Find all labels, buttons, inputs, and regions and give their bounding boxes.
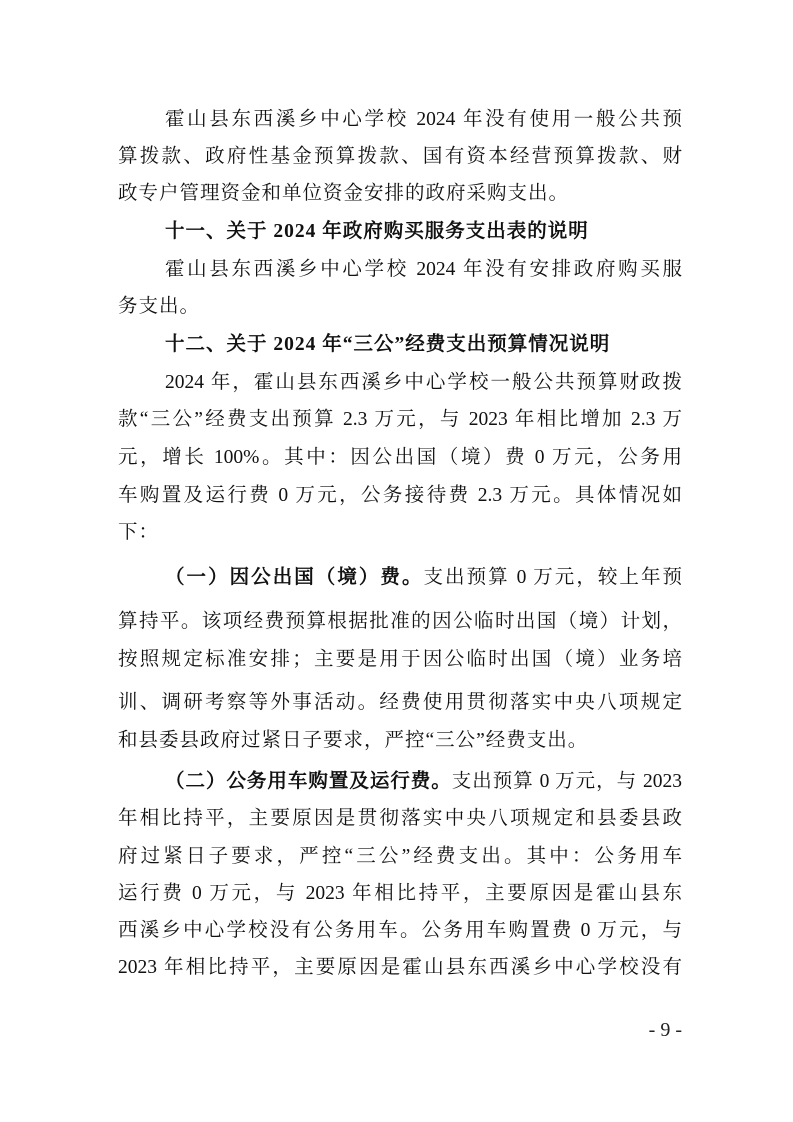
body-line: 和县委县政府过紧日子要求，严控“三公”经费支出。 bbox=[118, 730, 589, 751]
body-line: 训、调研考察等外事活动。经费使用贯彻落实中央八项规定 bbox=[118, 692, 682, 713]
item-title: （二）公务用车购置及运行费。 bbox=[165, 771, 452, 792]
body-line: 霍山县东西溪乡中心学校 2024 年没有使用一般公共预 bbox=[165, 109, 682, 130]
body-line: 运行费 0 万元，与 2023 年相比持平，主要原因是霍山县东 bbox=[118, 883, 682, 904]
body-line: 2024 年，霍山县东西溪乡中心学校一般公共预算财政拨 bbox=[165, 372, 682, 393]
item-line-first bbox=[165, 767, 682, 797]
item-text: 支出预算 0 万元，与 2023 bbox=[451, 771, 682, 792]
item-title: （一）因公出国（境）费。 bbox=[165, 567, 424, 588]
body-line: 车购置及运行费 0 万元，公务接待费 2.3 万元。具体情况如 bbox=[118, 485, 682, 506]
page-number: - 9 - bbox=[648, 1019, 682, 1041]
body-line: 算持平。该项经费预算根据批准的因公临时出国（境）计划， bbox=[118, 611, 682, 632]
body-line: 下： bbox=[118, 522, 160, 543]
item-line-first bbox=[165, 563, 682, 593]
body-line: 政专户管理资金和单位资金安排的政府采购支出。 bbox=[118, 183, 570, 204]
body-line: 款“三公”经费支出预算 2.3 万元，与 2023 年相比增加 2.3 万 bbox=[118, 409, 682, 430]
item-text: 支出预算 0 万元，较上年预 bbox=[423, 567, 682, 588]
section-heading-11: 十一、关于 2024 年政府购买服务支出表的说明 bbox=[165, 221, 589, 242]
body-line: 年相比持平，主要原因是贯彻落实中央八项规定和县委县政 bbox=[118, 808, 682, 829]
body-line: 2023 年相比持平，主要原因是霍山县东西溪乡中心学校没有 bbox=[118, 957, 682, 978]
body-line: 西溪乡中心学校没有公务用车。公务用车购置费 0 万元，与 bbox=[118, 920, 682, 941]
body-line: 算拨款、政府性基金预算拨款、国有资本经营预算拨款、财 bbox=[118, 146, 682, 167]
body-line: 元，增长 100%。其中：因公出国（境）费 0 万元，公务用 bbox=[118, 447, 682, 468]
section-heading-12: 十二、关于 2024 年“三公”经费支出预算情况说明 bbox=[165, 334, 611, 355]
body-line: 务支出。 bbox=[118, 296, 201, 317]
body-line: 按照规定标准安排；主要是用于因公临时出国（境）业务培 bbox=[118, 649, 682, 670]
body-line: 霍山县东西溪乡中心学校 2024 年没有安排政府购买服 bbox=[165, 259, 682, 280]
body-line: 府过紧日子要求，严控“三公”经费支出。其中：公务用车 bbox=[118, 846, 682, 867]
